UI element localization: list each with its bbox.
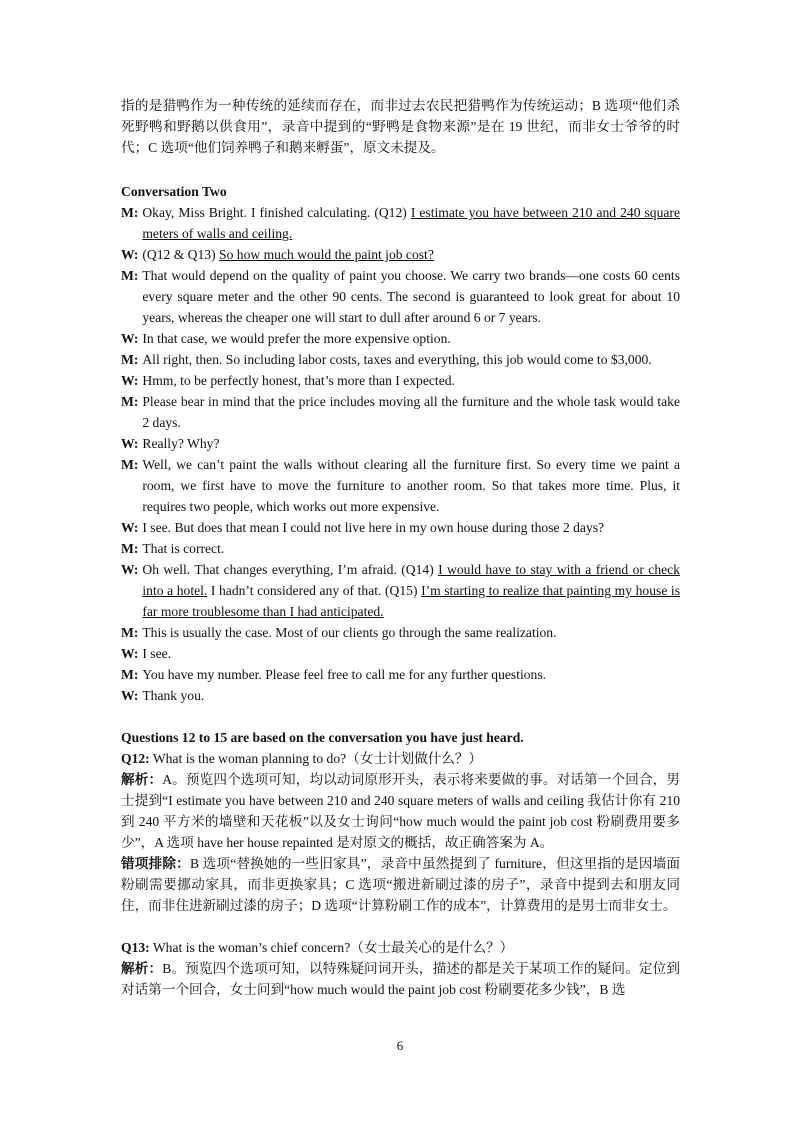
utterance [142, 454, 680, 517]
conversation-section [121, 181, 680, 706]
utterance [142, 265, 680, 328]
q13-analysis-text: B。预览四个选项可知，以特殊疑问词开头，描述的都是关于某项工作的疑问。定位到对话第一个回合，女士问到“how much would the paint job cost 粉刷要花多少钱”，B 选 [121, 961, 680, 997]
speaker-label: M: [121, 625, 139, 640]
dialogue-line [121, 664, 680, 685]
utterance [142, 685, 680, 706]
intro-text: 指的是猎鸭作为一种传统的延续而存在，而非过去农民把猎鸭作为传统运动；B 选项“他们杀死野鸭和野鹅以供食用”，录音中提到的“野鸭是食物来源”是在 19 世纪，而非女士爷爷的时代；C 选项“他们饲养鸭子和鹅来孵蛋”，原文未提及。 [121, 98, 680, 155]
q13-analysis-label: 解析： [121, 961, 163, 976]
q12-question [121, 748, 680, 769]
dialogue [121, 202, 680, 706]
dialogue-line [121, 244, 680, 265]
dialogue-line [121, 454, 680, 517]
speaker-label: W: [121, 520, 139, 535]
underlined-answer-text: I’m starting to realize that painting my house is far more troublesome than I had anticipated. [142, 583, 680, 619]
utterance [142, 559, 680, 622]
utterance-text: I see. But does that mean I could not live here in my own house during those 2 days? [142, 520, 605, 535]
dialogue-line [121, 349, 680, 370]
q12-wrong-options [121, 853, 680, 916]
utterance-text: In that case, we would prefer the more expensive option. [142, 331, 451, 346]
utterance [142, 349, 680, 370]
utterance-text: Oh well. That changes everything, I’m afraid. (Q14) [142, 562, 439, 577]
dialogue-line [121, 202, 680, 244]
dialogue-line [121, 265, 680, 328]
speaker-label: M: [121, 268, 139, 283]
utterance-text: All right, then. So including labor costs, taxes and everything, this job would come to $3,000. [142, 352, 652, 367]
utterance-text: Okay, Miss Bright. I finished calculating. (Q12) [142, 205, 411, 220]
conversation-title: Conversation Two [121, 184, 227, 199]
speaker-label: M: [121, 667, 139, 682]
speaker-label: W: [121, 436, 139, 451]
utterance-text: Please bear in mind that the price includes moving all the furniture and the whole task would take 2 days. [142, 394, 680, 430]
utterance-text: Thank you. [142, 688, 205, 703]
dialogue-line [121, 538, 680, 559]
dialogue-line [121, 559, 680, 622]
utterance-text: I hadn’t considered any of that. (Q15) [207, 583, 422, 598]
utterance-text: I see. [142, 646, 172, 661]
speaker-label: M: [121, 205, 139, 220]
q12-analysis-label: 解析： [121, 772, 163, 787]
utterance [142, 664, 680, 685]
q12-wrong-text: B 选项“替换她的一些旧家具”，录音中虽然提到了 furniture，但这里指的是因墙面粉刷需要挪动家具，而非更换家具；C 选项“搬进新刷过漆的房子”，录音中提到去和朋友同住，而非住进新刷过漆的房子；D 选项“计算粉刷工作的成本”，计算费用的是男士而非女士。 [121, 856, 680, 913]
speaker-label: M: [121, 352, 139, 367]
q13-question [121, 937, 680, 958]
dialogue-line [121, 391, 680, 433]
q12-question-text: What is the woman planning to do?（女士计划做什么？） [149, 751, 483, 766]
q13-label: Q13: [121, 940, 150, 955]
questions-heading: Questions 12 to 15 are based on the conversation you have just heard. [121, 730, 524, 745]
speaker-label: W: [121, 247, 139, 262]
dialogue-line [121, 685, 680, 706]
utterance [142, 622, 680, 643]
utterance-text: (Q12 & Q13) [142, 247, 220, 262]
speaker-label: M: [121, 457, 139, 472]
questions-section [121, 727, 680, 1000]
dialogue-line [121, 643, 680, 664]
utterance [142, 328, 680, 349]
utterance-text: Hmm, to be perfectly honest, that’s more than I expected. [142, 373, 455, 388]
utterance [142, 202, 680, 244]
q12-wrong-label: 错项排除： [121, 856, 190, 871]
speaker-label: W: [121, 562, 139, 577]
utterance-text: You have my number. Please feel free to call me for any further questions. [142, 667, 547, 682]
q12-label: Q12: [121, 751, 150, 766]
underlined-answer-text: I would have to stay with a friend or check into a hotel. [142, 562, 681, 598]
speaker-label: W: [121, 373, 139, 388]
utterance-text: That is correct. [142, 541, 225, 556]
utterance [142, 391, 680, 433]
speaker-label: W: [121, 646, 139, 661]
utterance [142, 538, 680, 559]
dialogue-line [121, 370, 680, 391]
underlined-answer-text: So how much would the paint job cost? [219, 247, 434, 262]
speaker-label: W: [121, 688, 139, 703]
utterance-text: Well, we can’t paint the walls without clearing all the furniture first. So every time we paint a room, we first have to move the furniture to another room. So that takes more time. Plus, it requires two people, which works out more expensive. [142, 457, 680, 514]
q13-analysis [121, 958, 680, 1000]
utterance [142, 370, 680, 391]
q13-question-text: What is the woman’s chief concern?（女士最关心的是什么？） [149, 940, 514, 955]
dialogue-line [121, 517, 680, 538]
utterance [142, 643, 680, 664]
speaker-label: M: [121, 541, 139, 556]
q12-analysis-text: A。预览四个选项可知，均以动词原形开头，表示将来要做的事。对话第一个回合，男士提到“I estimate you have between 210 and 240 square meters of walls and ceiling 我估计你有 210 到 240 平方米的墙壁和天花板”以及女士询问“how much would the paint job cost 粉刷费用要多少”，A 选项 have her house repainted 是对原文的概括，故正确答案为 A。 [121, 772, 681, 850]
utterance-text: That would depend on the quality of paint you choose. We carry two brands—one costs 60 cents every square meter and the other 90 cents. The second is guaranteed to look great for about 10 years, whereas the cheaper one will start to dull after around 6 or 7 years. [142, 268, 680, 325]
underlined-answer-text: I estimate you have between 210 and 240 square meters of walls and ceiling. [142, 205, 680, 241]
dialogue-line [121, 433, 680, 454]
q12-analysis [121, 769, 680, 853]
utterance [142, 244, 680, 265]
page-number: 6 [396, 1038, 404, 1053]
speaker-label: M: [121, 394, 139, 409]
utterance [142, 517, 680, 538]
dialogue-line [121, 622, 680, 643]
intro-paragraph [121, 95, 680, 158]
utterance [142, 433, 680, 454]
utterance-text: This is usually the case. Most of our clients go through the same realization. [142, 625, 557, 640]
dialogue-line [121, 328, 680, 349]
utterance-text: Really? Why? [142, 436, 220, 451]
speaker-label: W: [121, 331, 139, 346]
